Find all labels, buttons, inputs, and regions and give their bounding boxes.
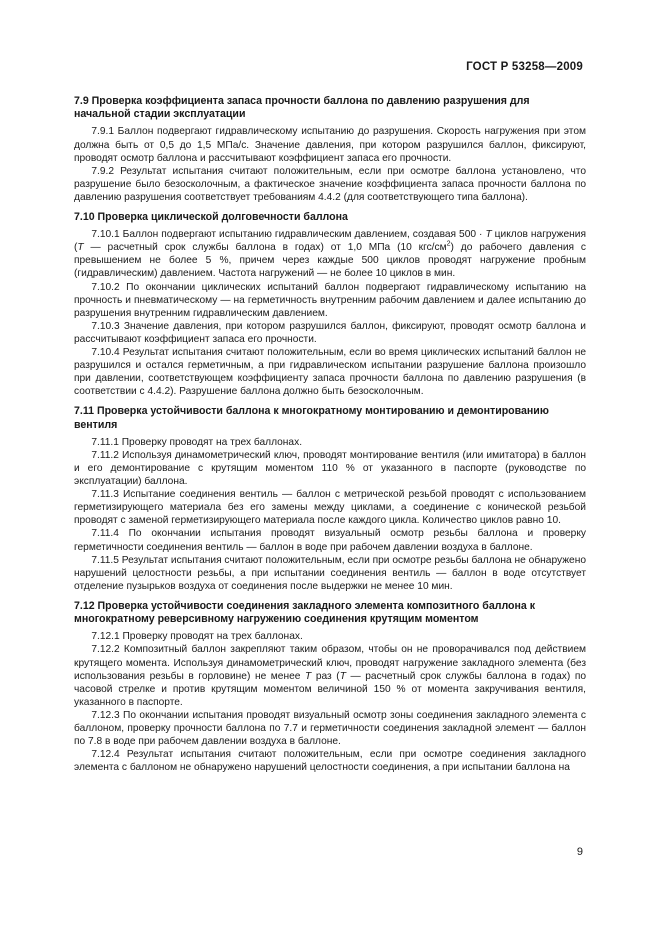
variable-t: T xyxy=(305,670,312,682)
variable-t: T xyxy=(485,229,492,241)
variable-t: T xyxy=(77,242,84,254)
paragraph: 7.11.4 По окончании испытания проводят визуальный осмотр резьбы баллона и проверку герметичности соединения вентиль — баллон в воде при рабочем давлении воздуха в баллоне. xyxy=(74,528,586,553)
paragraph: 7.9.2 Результат испытания считают положительным, если при осмотре баллона установлено, что разрушение было безосколочным, а фактическое значение коэффициента запаса прочности баллона по давлению разрушения соответствует требованиям 4.4.2 (для соответствующего типа баллона). xyxy=(74,165,586,203)
text-run: раз ( xyxy=(311,670,340,682)
paragraph: 7.9.1 Баллон подвергают гидравлическому испытанию до разрушения. Скорость нагружения при этом должна быть от 0,5 до 1,5 МПа/с. Значение давления, при котором разрушился баллон, фиксируют, проводят осмотр баллона и рассчитывают коэффициент запаса его прочности. xyxy=(74,126,586,164)
document-body xyxy=(74,95,586,781)
paragraph: 7.11.3 Испытание соединения вентиль — баллон с метрической резьбой проводят с использованием герметизирующего материала без его замены между циклами, а соединение с конической резьбой проводят с заменой герметизирующего материала после каждого цикла. Количество циклов равно 10. xyxy=(74,489,586,527)
text-run: 7.10.1 Баллон подвергают испытанию гидравлическим давлением, создавая 500 · xyxy=(91,229,486,241)
paragraph: 7.10.2 По окончании циклических испытаний баллон подвергают гидравлическому испытанию на прочность и пневматическому — на герметичность внутренним рабочим давлением и далее испытанию до разрушения внутренним гидравлическим давлением. xyxy=(74,281,586,319)
paragraph: 7.11.1 Проверку проводят на трех баллонах. xyxy=(91,436,303,448)
text-run: 7.12.2 Композитный баллон закрепляют таким образом, чтобы он не проворачивался под действием крутящего момента. Используя динамометрический ключ, проводят нагружение закладного элемента (без использования резьбы в горловине) не менее xyxy=(74,644,586,682)
variable-t: T xyxy=(339,670,346,682)
text-run: — расчетный срок службы баллона в годах) от 1,0 МПа (10 кгс/см xyxy=(83,242,447,254)
paragraph: 7.11.2 Используя динамометрический ключ, проводят монтирование вентиля (или имитатора) в баллон и его демонтирование с крутящим моментом 110 % от указанного в паспорте (руководстве по эксплуатации) баллона. xyxy=(74,449,586,488)
section-heading: 7.9 Проверка коэффициента запаса прочности баллона по давлению разрушения для начальной стадии эксплуатации xyxy=(74,95,530,121)
paragraph: 7.12.4 Результат испытания считают положительным, если при осмотре соединения закладного элемента с баллоном не обнаружено нарушений целостности соединения, а при испытании баллона на xyxy=(74,749,586,774)
paragraph xyxy=(74,228,586,280)
section-heading: 7.10 Проверка циклической долговечности баллона xyxy=(74,210,348,223)
section-7-9 xyxy=(74,95,586,204)
paragraph xyxy=(74,643,586,708)
superscript: 2 xyxy=(446,240,451,248)
paragraph: 7.12.1 Проверку проводят на трех баллонах. xyxy=(91,631,303,643)
paragraph: 7.11.5 Результат испытания считают положительным, если при осмотре резьбы баллона не обнаружено нарушений целостности резьбы, а при испытании соединения вентиль — баллон в воде отсутствует отделение пузырьков воздуха от соединения после выдержки не менее 10 мин. xyxy=(74,554,586,592)
paragraph: 7.10.4 Результат испытания считают положительным, если во время циклических испытаний баллон не разрушился и остался герметичным, а при гидравлическом испытании разрушение баллона произошло при давлении, соответствующем коэффициенту запаса прочности баллона по давлению разрушения (в соответствии с 4.4.2). Разрушение баллона должно быть безосколочным. xyxy=(74,347,586,398)
standard-number: ГОСТ Р 53258—2009 xyxy=(466,61,583,73)
section-heading: 7.12 Проверка устойчивости соединения закладного элемента композитного баллона к многократному реверсивному нагружению соединения крутящим моментом xyxy=(74,599,536,626)
page-number: 9 xyxy=(576,846,583,858)
text-run: ) до рабочего давления с превышением не более 5 %, причем через каждые 500 циклов проводят нагружение пробным (гидравлическим) давлением. Частота нагружений — не более 10 циклов в мин. xyxy=(74,242,587,280)
section-7-10 xyxy=(74,211,586,398)
section-7-11 xyxy=(74,405,586,593)
section-7-12 xyxy=(74,600,586,774)
text-run: — расчетный срок службы баллона в годах) по часовой стрелке и против крутящим моментом величиной 150 % от момента закручивания вентиля, указанного в паспорте. xyxy=(74,670,587,708)
paragraph: 7.10.3 Значение давления, при котором разрушился баллон, фиксируют, проводят осмотр баллона и рассчитывают коэффициент запаса его прочности. xyxy=(74,320,586,345)
section-heading: 7.11 Проверка устойчивости баллона к многократному монтированию и демонтированию вентиля xyxy=(74,405,549,431)
paragraph: 7.12.3 По окончании испытания проводят визуальный осмотр зоны соединения закладного элемента с баллоном, проверку прочности баллона по 7.7 и герметичности соединения закладной элемент — баллон по 7.8 в воде при рабочем давлении воздуха в баллоне. xyxy=(74,709,586,748)
text-run: циклов нагружения ( xyxy=(74,229,586,254)
